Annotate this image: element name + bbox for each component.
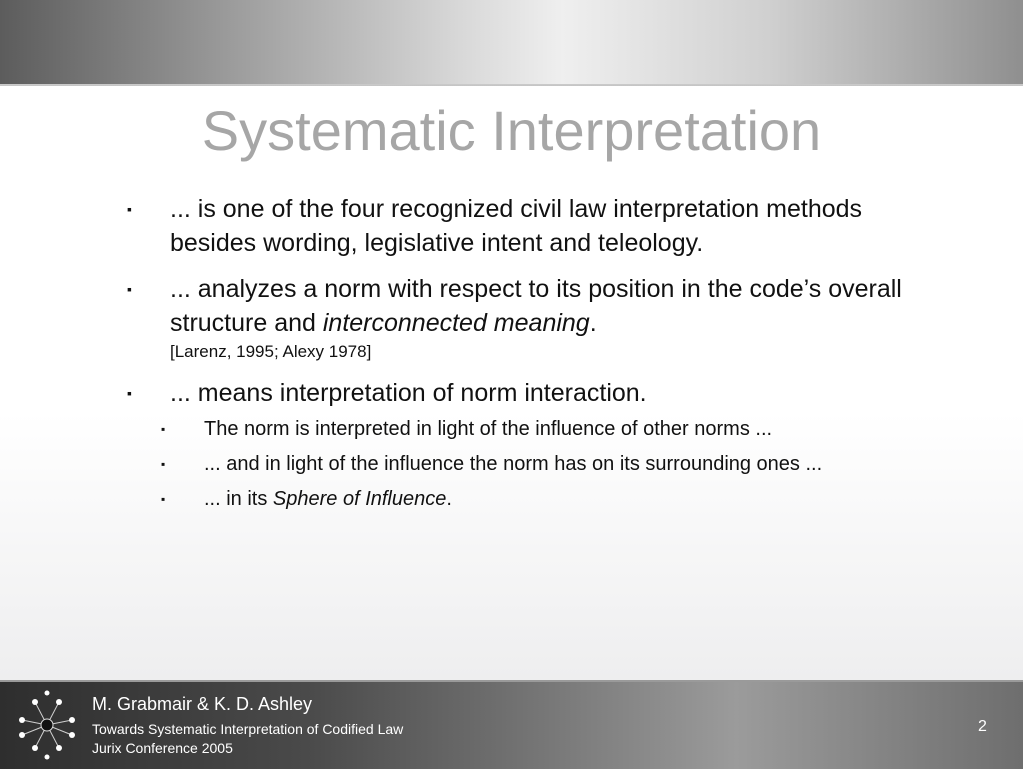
bullet-emphasis: interconnected meaning [322,309,590,337]
sub-bullet-item [0,416,1023,442]
network-nodes-icon [12,690,82,760]
bullet-item [0,192,1023,260]
sub-bullet-emphasis: Sphere of Influence [272,488,447,510]
footer-conference: Jurix Conference 2005 [92,740,233,756]
footer-authors: M. Grabmair & K. D. Ashley [92,694,313,714]
bullet-text: ... analyzes a norm with respect to its position in the code’s overall structure and [170,275,902,337]
sub-bullet-text-end: . [446,488,452,510]
sub-bullet-text: The norm is interpreted in light of the influence of other norms ... [204,418,773,440]
sub-bullet-item [0,451,1023,477]
sub-bullet-text: ... and in light of the influence the norm has on its surrounding ones ... [204,453,823,475]
sub-bullet-marker: ▪ [161,457,166,471]
bullet-item [0,272,1023,364]
bullet-text: ... is one of the four recognized civil law interpretation methods besides wording, legislative intent and teleology. [170,195,863,257]
footer-bar [0,680,1023,769]
bullet-list [0,192,1023,512]
bullet-item [0,376,1023,410]
sub-bullet-text: ... in its [204,488,273,510]
bullet-marker: ▪ [127,281,132,297]
footer-paper-title: Towards Systematic Interpretation of Codified Law [92,721,404,737]
bullet-text-end: . [589,309,597,337]
header-band [0,0,1023,86]
page-number: 2 [978,718,987,735]
citation: [Larenz, 1995; Alexy 1978] [170,342,372,361]
bullet-text: ... means interpretation of norm interaction. [170,379,647,407]
sub-bullet-item [0,486,1023,512]
sub-bullet-marker: ▪ [161,422,166,436]
bullet-marker: ▪ [127,201,132,217]
sub-bullet-marker: ▪ [161,492,166,506]
slide-title: Systematic Interpretation [201,99,822,162]
footer-subtitle [92,720,403,758]
bullet-marker: ▪ [127,385,132,401]
